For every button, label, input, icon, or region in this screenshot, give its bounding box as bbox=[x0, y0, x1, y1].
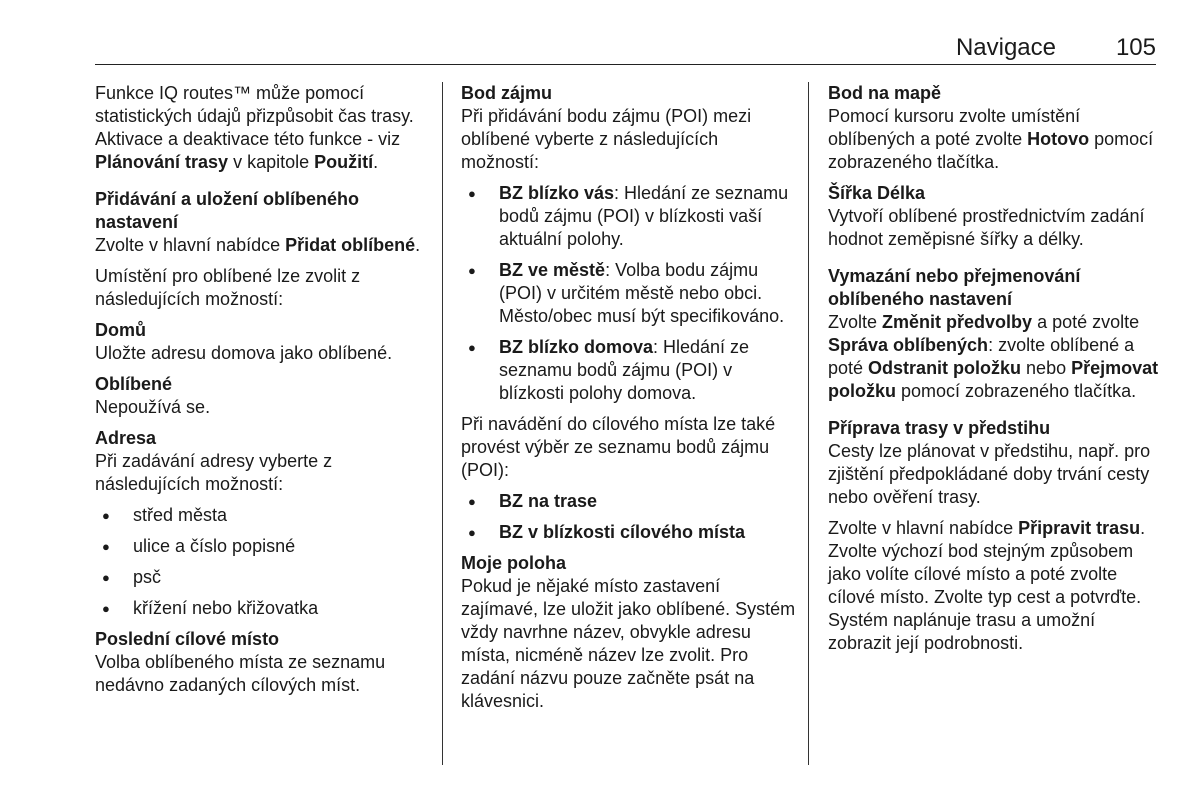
list-item: ● křížení nebo křižovatka bbox=[95, 597, 430, 620]
section-heading: Přidávání a uložení oblíbeného nastavení bbox=[95, 189, 360, 232]
paragraph: Cesty lze plánovat v předstihu, např. pro zjištění předpokládané doby trvání cesty nebo ověření trasy. bbox=[828, 441, 1151, 507]
list-item: ● psč bbox=[95, 566, 430, 589]
list-item: ● ulice a číslo popisné bbox=[95, 535, 430, 558]
chapter-reference: Použití bbox=[314, 152, 374, 172]
paragraph: Zvolte v hlavní nabídce Přidat oblíbené. bbox=[95, 235, 421, 255]
paragraph: Nepoužívá se. bbox=[95, 397, 211, 417]
menu-reference: Plánování trasy bbox=[95, 152, 229, 172]
paragraph: Při zadávání adresy vyberte z následujících možností: bbox=[95, 451, 333, 494]
section-heading: Vymazání nebo přejmenování oblíbeného nastavení bbox=[828, 266, 1081, 309]
paragraph: Při navádění do cílového místa lze také provést výběr ze seznamu bodů zájmu (POI): bbox=[461, 414, 776, 480]
list-item: ● BZ na trase bbox=[461, 490, 801, 513]
paragraph: Uložte adresu domova jako oblíbené. bbox=[95, 343, 393, 363]
column-divider bbox=[808, 82, 809, 765]
subheading: Šířka Délka bbox=[828, 183, 926, 203]
address-options-list bbox=[95, 504, 430, 620]
paragraph: Zvolte Změnit předvolby a poté zvolte Správa oblíbených: zvolte oblíbené a poté Odstranit položku nebo Přejmovat položku pomocí zobrazeného tlačítka. bbox=[828, 312, 1159, 401]
paragraph: Pokud je nějaké místo zastavení zajímavé, lze uložit jako oblíbené. Systém vždy navrhne název, obvykle adresu místa, nicméně název lze zvolit. Pro zadání názvu pouze začněte psát na klávesnici. bbox=[461, 576, 796, 711]
subheading: Oblíbené bbox=[95, 374, 173, 394]
section-title: Navigace bbox=[955, 34, 1056, 61]
nav-poi-list bbox=[461, 490, 801, 544]
column-3 bbox=[828, 82, 1163, 663]
paragraph: Zvolte v hlavní nabídce Připravit trasu. Zvolte výchozí bod stejným způsobem jako volíte cílové místo a poté zvolte cílové místo. Zvolte typ cest a potvrďte. Systém naplánuje trasu a umožní zobrazit její podrobnosti. bbox=[828, 518, 1146, 653]
subheading: Bod zájmu bbox=[461, 83, 553, 103]
subheading: Poslední cílové místo bbox=[95, 629, 280, 649]
intro-paragraph: Funkce IQ routes™ může pomocí statistických údajů přizpůsobit čas trasy. Aktivace a deaktivace této funkce - viz Plánování trasy v kapitole Použití. bbox=[95, 83, 414, 172]
page-number: 105 bbox=[1115, 34, 1156, 61]
subheading: Adresa bbox=[95, 428, 157, 448]
column-2 bbox=[461, 82, 801, 721]
poi-options-list bbox=[461, 182, 801, 405]
menu-reference: Přidat oblíbené bbox=[285, 235, 416, 255]
subheading: Domů bbox=[95, 320, 146, 340]
subheading: Bod na mapě bbox=[828, 83, 942, 103]
list-item: ● BZ ve městě: Volba bodu zájmu (POI) v určitém městě nebo obci. Město/obec musí být specifikováno. bbox=[461, 259, 801, 328]
list-item: ● BZ blízko domova: Hledání ze seznamu bodů zájmu (POI) v blízkosti polohy domova. bbox=[461, 336, 801, 405]
list-item: ● BZ v blízkosti cílového místa bbox=[461, 521, 801, 544]
paragraph: Vytvoří oblíbené prostřednictvím zadání hodnot zeměpisné šířky a délky. bbox=[828, 206, 1145, 249]
paragraph: Při přidávání bodu zájmu (POI) mezi oblíbené vyberte z následujících možností: bbox=[461, 106, 752, 172]
column-divider bbox=[442, 82, 443, 765]
paragraph: Umístění pro oblíbené lze zvolit z následujících možností: bbox=[95, 266, 361, 309]
list-item: ● střed města bbox=[95, 504, 430, 527]
paragraph: Pomocí kursoru zvolte umístění oblíbených a poté zvolte Hotovo pomocí zobrazeného tlačítka. bbox=[828, 106, 1154, 172]
paragraph: Volba oblíbeného místa ze seznamu nedávno zadaných cílových míst. bbox=[95, 652, 386, 695]
page-header bbox=[95, 30, 1156, 65]
column-1 bbox=[95, 82, 430, 705]
list-item: ● BZ blízko vás: Hledání ze seznamu bodů zájmu (POI) v blízkosti vaší aktuální polohy. bbox=[461, 182, 801, 251]
subheading: Moje poloha bbox=[461, 553, 566, 573]
section-heading: Příprava trasy v předstihu bbox=[828, 418, 1051, 438]
